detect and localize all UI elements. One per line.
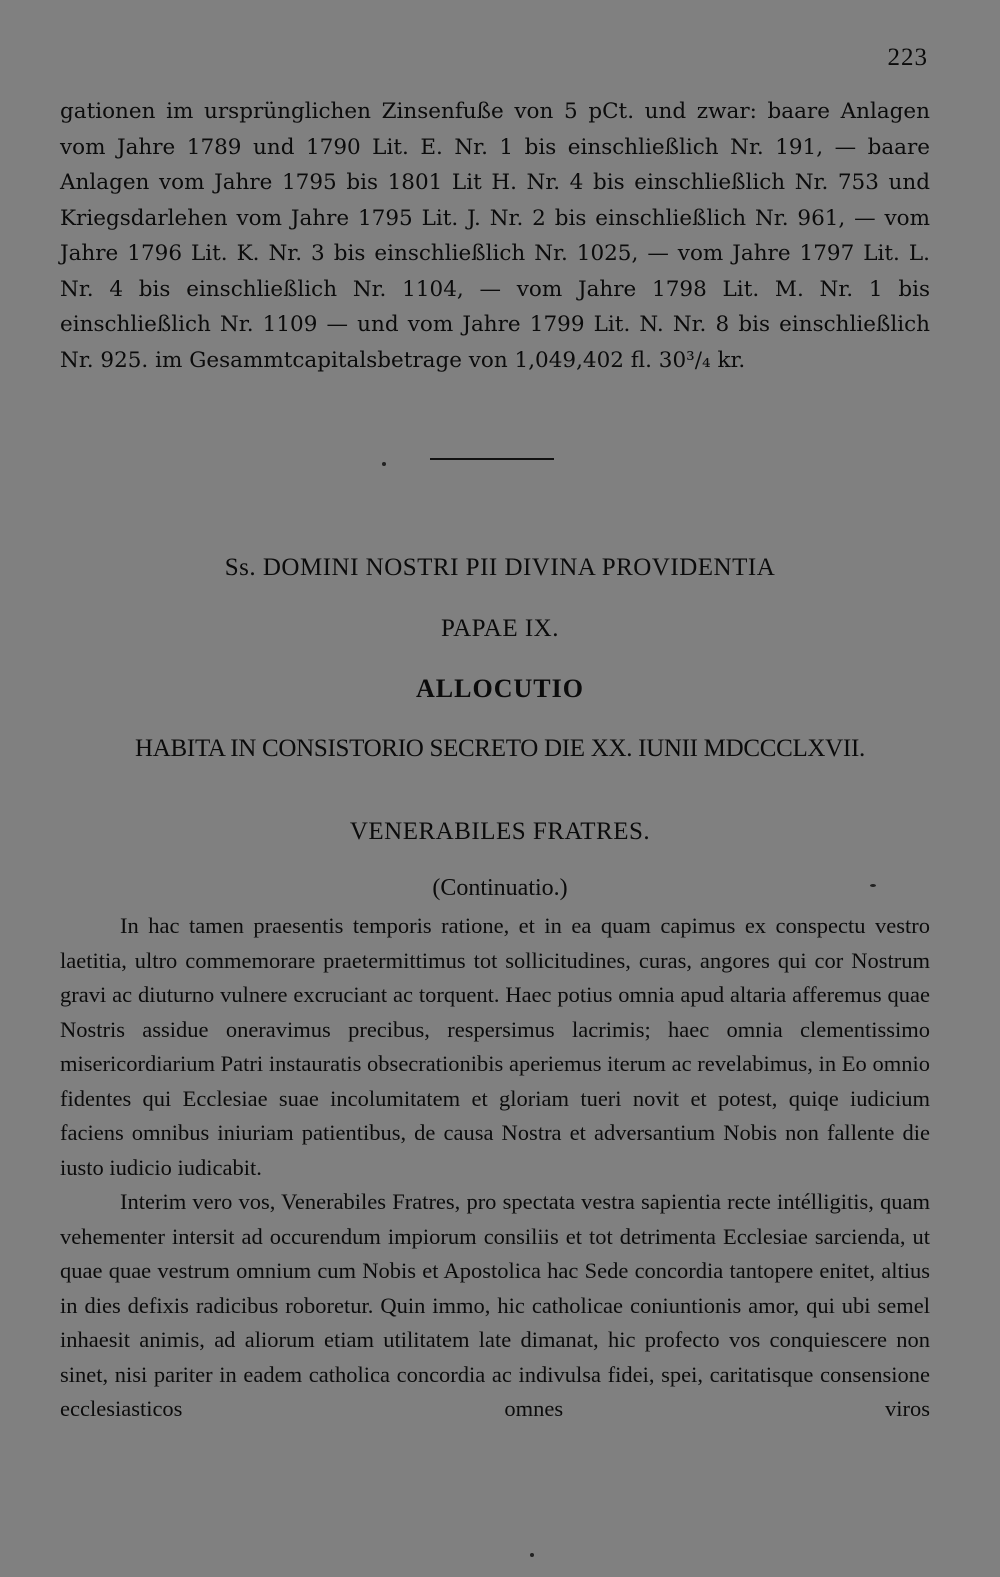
print-speck — [870, 884, 876, 887]
heading-allocutio: ALLOCUTIO — [416, 674, 584, 703]
paragraph-2: Interim vero vos, Venerabiles Fratres, pro spectata vestra sapientia recte intélligitis, quam vehementer intersit ad occurendum impiorum consiliis et tot detrimenta Ecclesiae sarcienda, ut quae quae vestrum omnium cum Nobis et Apostolica hac Sede concordia tantopere enitet, altius in dies defixis radicibus roboretur. Quin immo, hic catholicae coniuntionis amor, qui ubi semel inhaesit animis, ad aliorum etiam utilitatem late dimanat, hic profecto vos conquiescere non sinet, nisi pariter in eadem catholica concordia ac indivulsa fidei, spei, caritatisque consensione ecclesiasticos omnes viros — [60, 1189, 930, 1421]
fraktur-paragraph-block — [60, 94, 930, 378]
heading-venerabiles: VENERABILES FRATRES. — [349, 818, 651, 845]
latin-body-text — [60, 909, 930, 1427]
print-speck — [530, 1553, 534, 1557]
paragraph-1: In hac tamen praesentis temporis ratione, et in ea quam capimus ex conspectu vestro laetitia, ultro commemorare praetermittimus tot sollicitudines, curas, angores qui cor Nostrum gravi ac diuturno vulnere excruciant ac torquent. Haec potius omnia apud altaria afferemus quae Nostris assidue oneravimus precibus, respersimus lacrimis; haec omnia clementissimo misericordiarium Patri instauratis obsecrationibis aperiemus iterum ac revelabimus, in Eo omnio fidentes qui Ecclesiae suae incolumitatem et gloriam tueri novit et potest, quiqe iudicium faciens omnibus iniuriam patientibus, de causa Nostra et adversantium Nobis non fallente die iusto iudicio iudicabit. — [60, 913, 930, 1180]
heading-continuatio: (Continuatio.) — [432, 875, 568, 901]
page-number: 223 — [887, 44, 928, 71]
heading-habita: HABITA IN CONSISTORIO SECRETO DIE XX. IUNII MDCCCLXVII. — [135, 735, 865, 762]
fraktur-paragraph: gationen im ursprünglichen Zinsenfuße von 5 pCt. und zwar: baare Anlagen vom Jahre 1789 und 1790 Lit. E. Nr. 1 bis einschließlich Nr. 191, — baare Anlagen vom Jahre 1795 bis 1801 Lit H. Nr. 4 bis einschließlich Nr. 753 und Kriegsdarlehen vom Jahre 1795 Lit. J. Nr. 2 bis einschließlich Nr. 961, — vom Jahre 1796 Lit. K. Nr. 3 bis einschließlich Nr. 1025, — vom Jahre 1797 Lit. L. Nr. 4 bis einschließlich Nr. 1104, — vom Jahre 1798 Lit. M. Nr. 1 bis einschließlich Nr. 1109 — und vom Jahre 1799 Lit. N. Nr. 8 bis einschließlich Nr. 925. im Gesammtcapitalsbetrage von 1,049,402 fl. 30³/₄ kr. — [60, 99, 930, 373]
heading-papae: PAPAE IX. — [441, 615, 559, 642]
section-divider — [430, 458, 554, 460]
heading-dominus: Ss. DOMINI NOSTRI PII DIVINA PROVIDENTIA — [224, 554, 776, 581]
print-speck — [382, 462, 386, 466]
